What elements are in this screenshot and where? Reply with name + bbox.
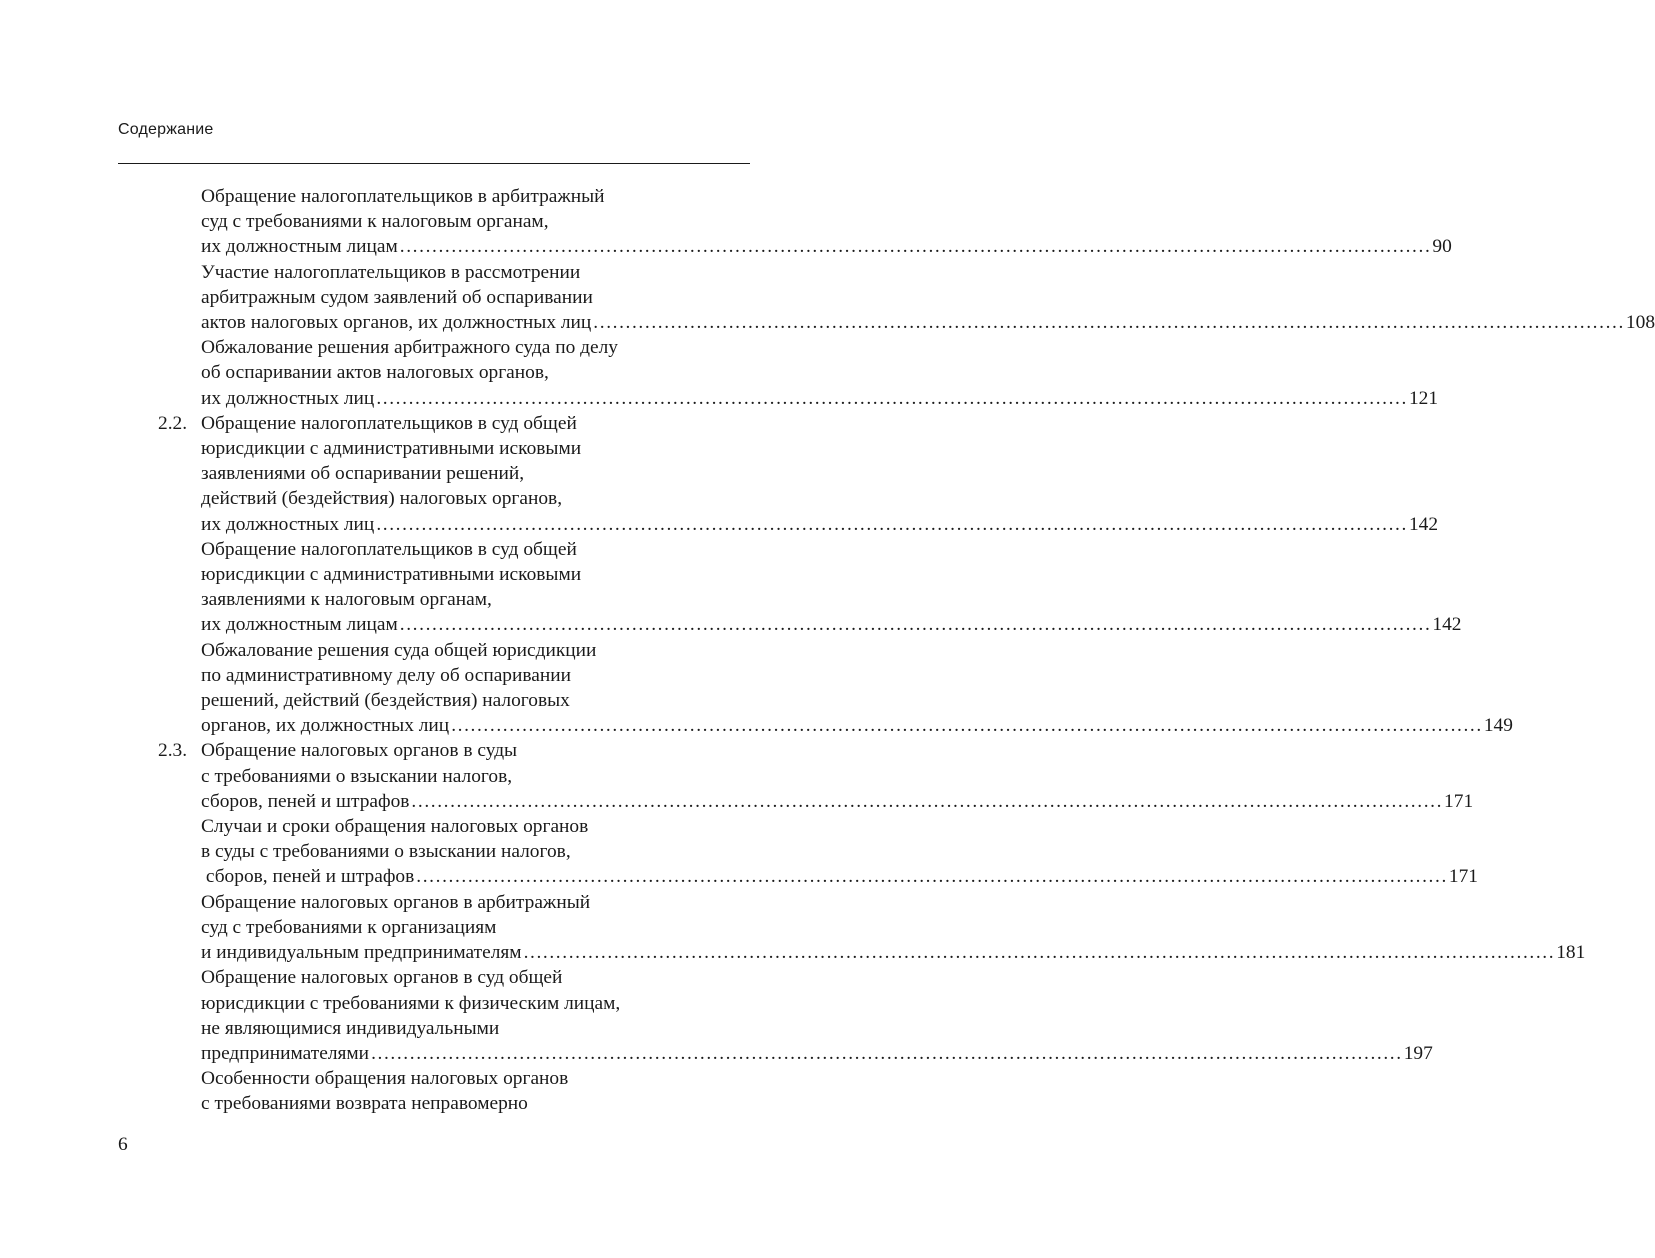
- dot-leader: ................................................................................................................................................................: [376, 513, 1408, 535]
- toc-entry-line: [201, 310, 1655, 335]
- running-header: Содержание: [118, 121, 214, 138]
- toc-entry-text: их должностным лицам: [201, 614, 398, 636]
- toc-entry-line: Обжалование решения арбитражного суда по делу: [201, 337, 618, 359]
- dot-leader: ................................................................................................................................................................: [371, 1042, 1403, 1064]
- toc-entry: [0, 537, 1462, 638]
- toc-entry-line: Обращение налоговых органов в суды: [201, 740, 518, 762]
- toc-entry-line: Обращение налоговых органов в арбитражный: [201, 891, 591, 913]
- toc-entry-line: [201, 940, 1586, 965]
- toc-entry-text: актов налоговых органов, их должностных лиц: [201, 312, 592, 334]
- toc-entry-line: об оспаривании актов налоговых органов,: [201, 362, 549, 384]
- toc-entry-text: органов, их должностных лиц: [201, 715, 450, 737]
- toc-entry-line: арбитражным судом заявлений об оспаривании: [201, 286, 593, 308]
- dot-leader: ................................................................................................................................................................: [376, 387, 1408, 409]
- toc-page-number: 142: [1408, 513, 1439, 535]
- toc-entry-line: юрисдикции с административными исковыми: [201, 438, 582, 460]
- toc-entry-line: [201, 713, 1513, 738]
- toc-page-number: 181: [1556, 942, 1586, 964]
- table-of-contents: [0, 184, 1655, 1117]
- page-number: 6: [118, 1134, 128, 1155]
- toc-entry-line: [201, 864, 1478, 889]
- dot-leader: ................................................................................................................................................................: [399, 236, 1432, 258]
- dot-leader: ................................................................................................................................................................: [451, 715, 1483, 737]
- toc-entry-text: и индивидуальным предпринимателям: [201, 942, 522, 964]
- toc-page-number: 197: [1403, 1042, 1433, 1064]
- toc-entry-line: Обращение налогоплательщиков в суд общей: [201, 538, 577, 560]
- toc-entry-text: их должностных лиц: [201, 513, 375, 535]
- toc-entry-line: Случаи и сроки обращения налоговых органов: [201, 816, 589, 838]
- toc-entry-line: Обращение налогоплательщиков в арбитражный: [201, 186, 605, 207]
- toc-page-number: 171: [1444, 790, 1474, 812]
- dot-leader: ................................................................................................................................................................: [593, 312, 1625, 334]
- toc-entry-line: [201, 789, 1474, 814]
- toc-entry-text: сборов, пеней и штрафов: [201, 790, 410, 812]
- toc-entry-line: решений, действий (бездействия) налоговых: [201, 690, 570, 712]
- toc-entry-line: Обращение налогоплательщиков в суд общей: [201, 412, 577, 434]
- toc-entry-text: предпринимателями: [201, 1042, 370, 1064]
- toc-entry: [0, 1066, 886, 1116]
- toc-entry-line: заявлениями к налоговым органам,: [201, 589, 492, 611]
- dot-leader: ................................................................................................................................................................: [411, 790, 1444, 812]
- toc-entry-number: 2.3.: [158, 740, 188, 762]
- toc-page-number: 149: [1483, 715, 1513, 737]
- toc-page-number: 108: [1625, 312, 1655, 334]
- toc-entry-line: Особенности обращения налоговых органов: [201, 1068, 569, 1090]
- toc-entry-line: не являющимися индивидуальными: [201, 1017, 500, 1039]
- toc-entry-line: заявлениями об оспаривании решений,: [201, 463, 525, 485]
- toc-entry-line: с требованиями возврата неправомерно: [201, 1093, 528, 1115]
- toc-entry-line: в суды с требованиями о взыскании налогов,: [201, 841, 571, 863]
- toc-entry: [0, 411, 1439, 537]
- dot-leader: ................................................................................................................................................................: [523, 942, 1556, 964]
- dot-leader: ................................................................................................................................................................: [416, 866, 1448, 888]
- toc-entry: [0, 890, 1586, 966]
- toc-entry-line: [201, 612, 1462, 637]
- toc-entry-text: их должностным лицам: [201, 236, 398, 258]
- toc-entry-line: Участие налогоплательщиков в рассмотрении: [201, 261, 581, 283]
- toc-entry-line: [201, 512, 1439, 537]
- toc-entry: [0, 184, 1452, 260]
- header-rule: [118, 163, 750, 164]
- toc-entry: [0, 738, 1474, 814]
- toc-entry-line: Обращение налоговых органов в суд общей: [201, 967, 563, 989]
- toc-entry: [0, 335, 1439, 411]
- toc-entry: [0, 814, 1478, 890]
- toc-entry-line: юрисдикции с требованиями к физическим лицам,: [201, 992, 621, 1014]
- toc-entry: [0, 638, 1513, 739]
- toc-entry-line: [201, 1041, 1433, 1066]
- toc-entry-line: Обжалование решения суда общей юрисдикции: [201, 639, 597, 661]
- toc-entry-line: [201, 386, 1439, 411]
- toc-entry: [0, 965, 1433, 1066]
- toc-entry-line: с требованиями о взыскании налогов,: [201, 765, 513, 787]
- toc-entry-text: сборов, пеней и штрафов: [201, 866, 415, 888]
- toc-entry-line: [201, 234, 1452, 259]
- toc-page-number: 171: [1448, 866, 1478, 888]
- toc-entry-line: суд с требованиями к организациям: [201, 916, 497, 938]
- toc-page-number: 142: [1432, 614, 1462, 636]
- toc-page-number: 121: [1408, 387, 1439, 409]
- toc-entry-line: суд с требованиями к налоговым органам,: [201, 211, 549, 233]
- toc-entry-line: по административному делу об оспаривании: [201, 664, 572, 686]
- toc-entry-line: юрисдикции с административными исковыми: [201, 564, 582, 586]
- toc-page-number: 90: [1432, 236, 1452, 258]
- toc-entry-text: их должностных лиц: [201, 387, 375, 409]
- dot-leader: ................................................................................................................................................................: [399, 614, 1432, 636]
- toc-entry: [0, 260, 1655, 336]
- toc-entry-line: действий (бездействия) налоговых органов,: [201, 488, 563, 510]
- toc-entry-number: 2.2.: [158, 412, 188, 434]
